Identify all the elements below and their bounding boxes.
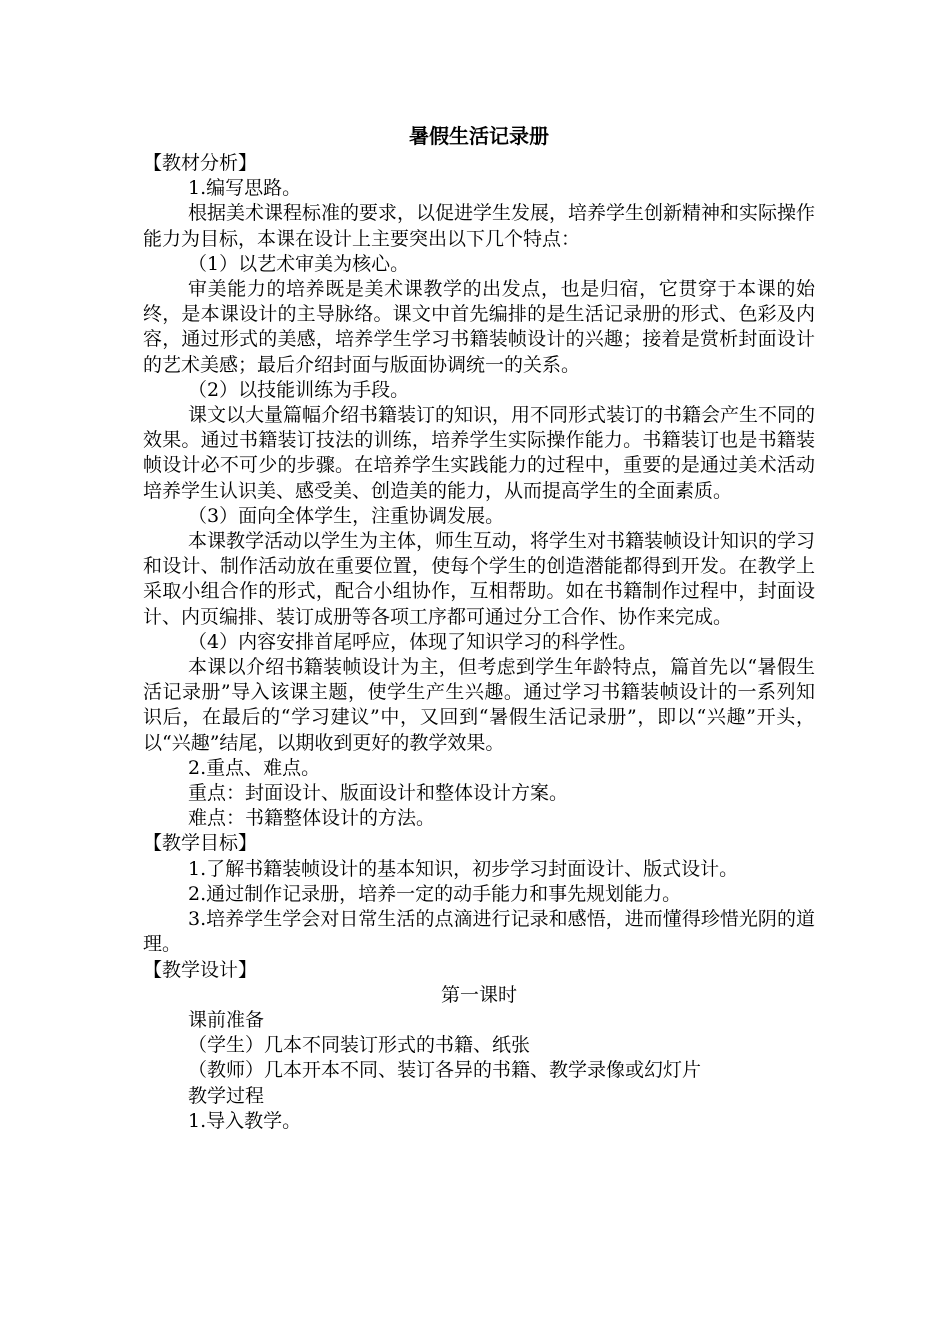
section-heading: 【教学设计】 [143, 958, 258, 981]
document-title: 暑假生活记录册 [409, 124, 549, 148]
paragraph: （2）以技能训练为手段。 [188, 378, 410, 401]
paragraph: 1.编写思路。 [188, 177, 302, 200]
document-body [143, 121, 815, 1134]
paragraph: 审美能力的培养既是美术课教学的出发点，也是归宿，它贯穿于本课的始终，是本课设计的主导脉络。课文中首先编排的是生活记录册的形式、色彩及内容，通过形式的美感，培养学生学习书籍装帧设计的兴趣；接着是赏析封面设计的艺术美感；最后介绍封面与版面协调统一的关系。 [143, 278, 815, 376]
paragraph: 课前准备 [188, 1008, 265, 1031]
paragraph: （4）内容安排首尾呼应，体现了知识学习的科学性。 [188, 630, 638, 653]
paragraph: 重点：封面设计、版面设计和整体设计方案。 [188, 782, 569, 805]
paragraph: 1.导入教学。 [188, 1109, 302, 1132]
paragraph: 根据美术课程标准的要求，以促进学生发展，培养学生创新精神和实际操作能力为目标，本课在设计上主要突出以下几个特点： [143, 202, 816, 250]
paragraph: （学生）几本不同装订形式的书籍、纸张 [188, 1034, 531, 1057]
section-heading: 【教材分析】 [143, 152, 258, 174]
section-heading: 【教学目标】 [143, 832, 258, 855]
paragraph: 课文以大量篇幅介绍书籍装订的知识，用不同形式装订的书籍会产生不同的效果。通过书籍装订技法的训练，培养学生实际操作能力。书籍装订也是书籍装帧设计必不可少的步骤。在培养学生实践能力的过程中，重要的是通过美术活动培养学生认识美、感受美、创造美的能力，从而提高学生的全面素质。 [143, 404, 816, 502]
paragraph: （教师）几本开本不同、装订各异的书籍、教学录像或幻灯片 [188, 1059, 702, 1082]
paragraph: 本课教学活动以学生为主体，师生互动，将学生对书籍装帧设计知识的学习和设计、制作活动放在重要位置，使每个学生的创造潜能都得到开发。在教学上采取小组合作的形式，配合小组协作，互相帮助。如在书籍制作过程中，封面设计、内页编排、装订成册等各项工序都可通过分工合作、协作来完成。 [143, 530, 816, 628]
paragraph: 2.重点、难点。 [188, 756, 321, 779]
paragraph: （3）面向全体学生，注重协调发展。 [188, 504, 505, 527]
paragraph: 3.培养学生学会对日常生活的点滴进行记录和感悟，进而懂得珍惜光阴的道理。 [143, 908, 815, 956]
lesson-heading: 第一课时 [440, 983, 517, 1006]
paragraph: （1）以艺术审美为核心。 [188, 252, 410, 275]
paragraph: 1.了解书籍装帧设计的基本知识，初步学习封面设计、版式设计。 [188, 857, 739, 880]
paragraph: 难点：书籍整体设计的方法。 [188, 807, 436, 830]
paragraph-list [143, 151, 815, 1134]
paragraph: 教学过程 [188, 1084, 265, 1107]
paragraph: 本课以介绍书籍装帧设计为主，但考虑到学生年龄特点，篇首先以“暑假生活记录册”导入该课主题，使学生产生兴趣。通过学习书籍装帧设计的一系列知识后，在最后的“学习建议”中，又回到“暑假生活记录册”，即以“兴趣”开头，以“兴趣”结尾，以期收到更好的教学效果。 [143, 656, 815, 754]
paragraph: 2.通过制作记录册，培养一定的动手能力和事先规划能力。 [188, 882, 682, 905]
